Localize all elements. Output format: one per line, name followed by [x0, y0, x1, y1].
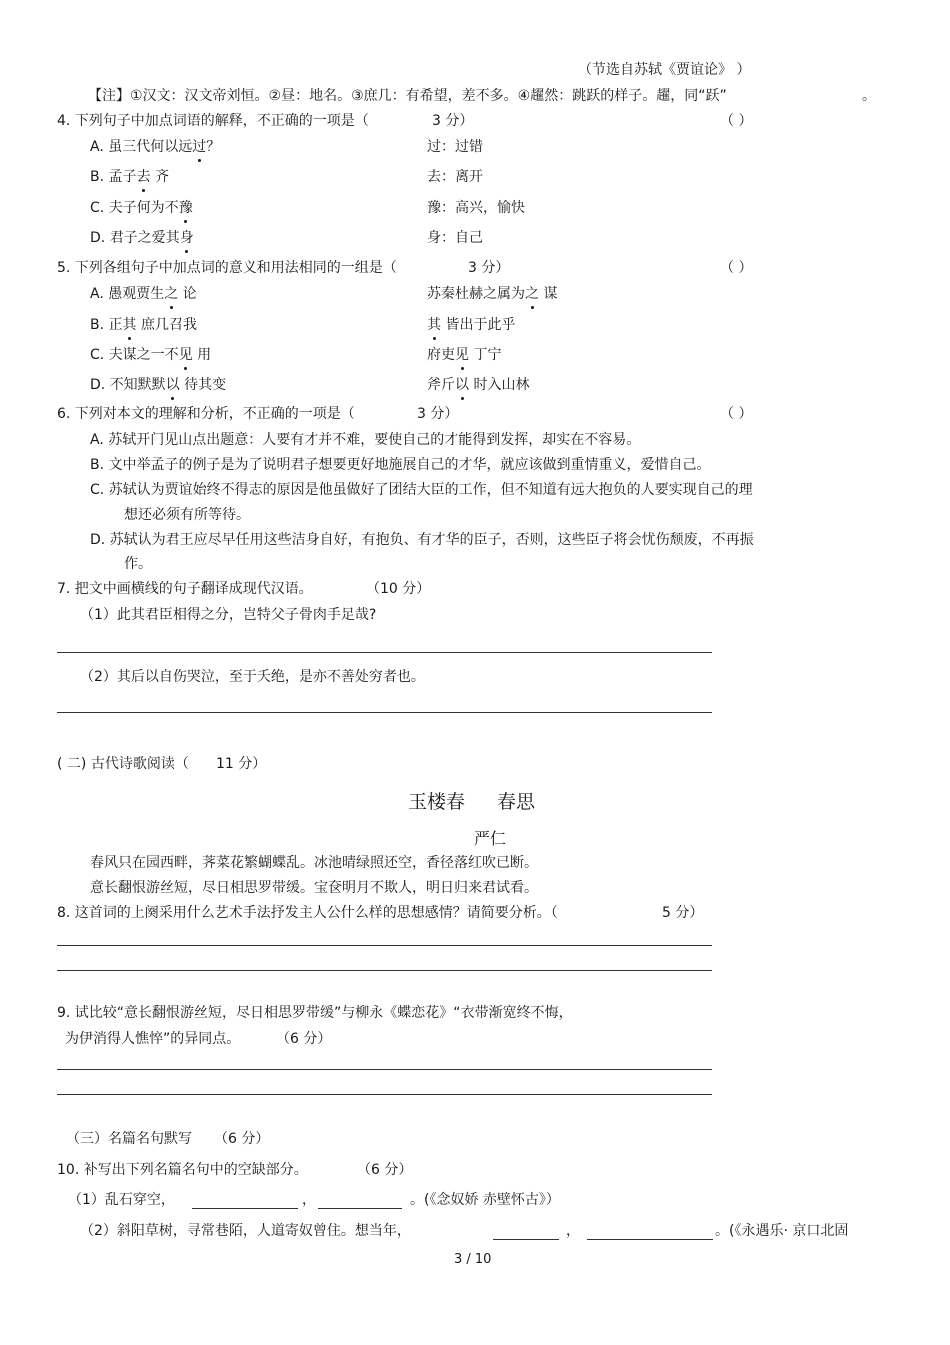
q5-option-a — [90, 285, 197, 303]
q4-option-b — [90, 168, 169, 186]
option-label: A. — [90, 432, 109, 448]
q5-option-c-right — [427, 346, 501, 364]
dotted-word: 以 — [165, 377, 180, 393]
option-right-post: 谋 — [539, 286, 558, 302]
q6-option-b — [90, 456, 711, 474]
q4-option-b-explanation: 去：离开 — [427, 169, 483, 185]
annotation-note-end: 。 — [862, 88, 876, 104]
option-text-pre: 正 — [108, 317, 123, 333]
option-label: A. — [90, 139, 104, 155]
option-text: 苏轼认为贾谊始终不得志的原因是他虽做好了团结大臣的工作，但不知道有远大抱负的人要实现自己的理 — [108, 482, 753, 498]
option-label: D. — [90, 230, 106, 246]
option-text-pre: 虽三代何以远 — [108, 139, 193, 155]
q10-score: （6 分） — [357, 1162, 413, 1178]
dotted-word: 见 — [455, 347, 469, 363]
answer-line[interactable] — [57, 652, 712, 653]
q10-stem: 10. 补写出下列名篇名句中的空缺部分。 — [57, 1162, 308, 1178]
fill-in-blank[interactable] — [493, 1225, 559, 1240]
option-right-pre: 斧斤 — [427, 377, 455, 393]
dotted-word: 之 — [164, 286, 179, 302]
q10-item-1-comma: ， — [302, 1192, 316, 1208]
q4-option-a-explanation: 过：过错 — [427, 139, 483, 155]
section-heading-recitation: （三）名篇名句默写 — [66, 1131, 192, 1147]
q10-item-2-prefix: （2）斜阳草树，寻常巷陌，人道寄奴曾住。想当年， — [80, 1223, 411, 1239]
q4-option-c-explanation: 豫：高兴，愉快 — [427, 200, 525, 216]
fill-in-blank[interactable] — [192, 1194, 298, 1209]
option-text: 文中举孟子的例子是为了说明君子想要更好地施展自己的才华，就应该做到重情重义，爱惜自己。 — [108, 457, 711, 473]
q5-option-c — [90, 346, 211, 364]
q5-answer-paren: （ ） — [720, 260, 753, 276]
q5-stem: 5. 下列各组句子中加点词的意义和用法相同的一组是（ — [57, 260, 397, 276]
option-label: A. — [90, 286, 104, 302]
poem-subtitle: 春思 — [497, 791, 536, 813]
q6-option-c-continued: 想还必须有所等待。 — [124, 507, 250, 523]
dotted-word: 过 — [192, 139, 207, 155]
option-text-post: 齐 — [150, 169, 169, 185]
q4-stem: 4. 下列句子中加点词语的解释，不正确的一项是（ — [57, 113, 369, 129]
option-text-post: 论 — [178, 286, 197, 302]
q5-option-d — [90, 376, 226, 394]
option-text-post: ？ — [206, 139, 221, 155]
option-text-pre: 君子之爱其 — [109, 230, 180, 246]
option-label: B. — [90, 457, 109, 473]
q8-score: 5 分） — [662, 905, 704, 921]
q4-option-a — [90, 138, 220, 156]
dotted-word: 之 — [525, 286, 539, 302]
q4-option-d-explanation: 身：自己 — [427, 230, 483, 246]
q5-option-b — [90, 316, 197, 334]
answer-line[interactable] — [57, 1069, 712, 1070]
option-right-pre: 府吏 — [427, 347, 455, 363]
option-label: B. — [90, 169, 105, 185]
q9-stem-line-2: 为伊消得人憔悴”的异同点。 — [65, 1031, 241, 1047]
dotted-word: 以 — [455, 377, 469, 393]
q7-score: （10 分） — [366, 581, 431, 597]
q5-score: 3 分） — [468, 260, 510, 276]
option-right-post: 皆出于此乎 — [441, 317, 516, 333]
option-text-pre: 愚观贾生 — [108, 286, 165, 302]
q6-option-d — [90, 531, 754, 549]
option-label: D. — [90, 377, 106, 393]
q6-option-d-continued: 作。 — [124, 556, 152, 572]
fill-in-blank[interactable] — [587, 1225, 713, 1240]
q6-stem: 6. 下列对本文的理解和分析，不正确的一项是（ — [57, 406, 355, 422]
poem-line-1: 春风只在园西畔，荠菜花繁蝴蝶乱。冰池晴绿照还空，香径落红吹已断。 — [90, 855, 538, 871]
option-text: 苏轼认为君王应尽早任用这些洁身自好，有抱负、有才华的臣子，否则，这些臣子将会忧伤颓废，不再振 — [109, 532, 754, 548]
answer-line[interactable] — [57, 970, 712, 971]
q9-score: （6 分） — [276, 1031, 332, 1047]
q4-option-d — [90, 229, 194, 247]
section-heading-recitation-score: （6 分） — [214, 1131, 270, 1147]
option-right-post: 丁宁 — [469, 347, 502, 363]
q5-option-a-right — [427, 285, 557, 303]
option-label: D. — [90, 532, 110, 548]
q5-option-d-right — [427, 376, 529, 394]
option-text-pre: 不知默默 — [109, 377, 166, 393]
q7-stem: 7. 把文中画横线的句子翻译成现代汉语。 — [57, 581, 313, 597]
dotted-word: 其 — [122, 317, 137, 333]
option-right-post: 时入山林 — [469, 377, 530, 393]
q9-stem-line-1: 9. 试比较“意长翻恨游丝短，尽日相思罗带缓”与柳永《蝶恋花》“衣带渐宽终不悔， — [57, 1005, 573, 1021]
q6-option-c — [90, 481, 753, 499]
option-label: C. — [90, 347, 105, 363]
annotation-note: 【注】①汉文：汉文帝刘恒。②昼：地名。③庶几：有希望，差不多。④趯然：跳跃的样子。趯，同“跃” — [88, 88, 727, 104]
option-text-pre: 夫谋之一不 — [108, 347, 179, 363]
q4-score: 3 分） — [432, 113, 474, 129]
answer-line[interactable] — [57, 1094, 712, 1095]
option-label: C. — [90, 482, 109, 498]
poem-title: 玉楼春 — [408, 791, 466, 813]
q7-sentence-1: （1）此其君臣相得之分，岂特父子骨肉手足哉? — [80, 607, 377, 623]
q10-item-2-comma: ， — [566, 1223, 580, 1239]
option-text-post: 庶几召我 — [136, 317, 197, 333]
q7-sentence-2: （2）其后以自伤哭泣，至于夭绝，是亦不善处穷者也。 — [80, 669, 425, 685]
poem-line-2: 意长翻恨游丝短，尽日相思罗带缓。宝奁明月不欺人，明日归来君试看。 — [90, 880, 538, 896]
option-text-pre: 孟子 — [108, 169, 137, 185]
option-right-pre: 苏秦杜赫之属为 — [427, 286, 525, 302]
option-label: B. — [90, 317, 105, 333]
dotted-word: 豫 — [178, 200, 193, 216]
option-text-pre: 夫子何为不 — [108, 200, 179, 216]
page-number: 3 / 10 — [454, 1252, 492, 1267]
q4-answer-paren: （ ） — [720, 113, 753, 129]
q6-option-a — [90, 431, 640, 449]
dotted-word: 其 — [427, 317, 441, 333]
q8-stem: 8. 这首词的上阕采用什么艺术手法抒发主人公什么样的思想感情？请简要分析。（ — [57, 905, 558, 921]
q10-item-1-prefix: （1）乱石穿空， — [68, 1192, 175, 1208]
q10-item-1-suffix: 。(《念奴娇 赤壁怀古》） — [410, 1192, 560, 1208]
section-heading-poetry-score: 11 分） — [216, 756, 267, 772]
option-text-post: 用 — [192, 347, 212, 363]
q10-item-2-suffix: 。(《永遇乐· 京口北固 — [715, 1223, 849, 1239]
section-heading-poetry: ( 二) 古代诗歌阅读（ — [57, 756, 189, 772]
answer-line[interactable] — [57, 712, 712, 713]
source-citation: （节选自苏轼《贾谊论》 ） — [578, 62, 751, 78]
q5-option-b-right — [427, 316, 515, 334]
dotted-word: 去 — [136, 169, 151, 185]
dotted-word: 身 — [179, 230, 194, 246]
poem-author: 严仁 — [474, 829, 507, 848]
dotted-word: 见 — [178, 347, 193, 363]
q6-score: 3 分） — [417, 406, 459, 422]
q6-answer-paren: （ ） — [720, 406, 753, 422]
option-text-post: 待其变 — [179, 377, 227, 393]
q4-option-c — [90, 199, 193, 217]
answer-line[interactable] — [57, 945, 712, 946]
option-text: 苏轼开门见山点出题意：人要有才并不难，要使自己的才能得到发挥，却实在不容易。 — [108, 432, 641, 448]
option-label: C. — [90, 200, 105, 216]
fill-in-blank[interactable] — [318, 1194, 402, 1209]
